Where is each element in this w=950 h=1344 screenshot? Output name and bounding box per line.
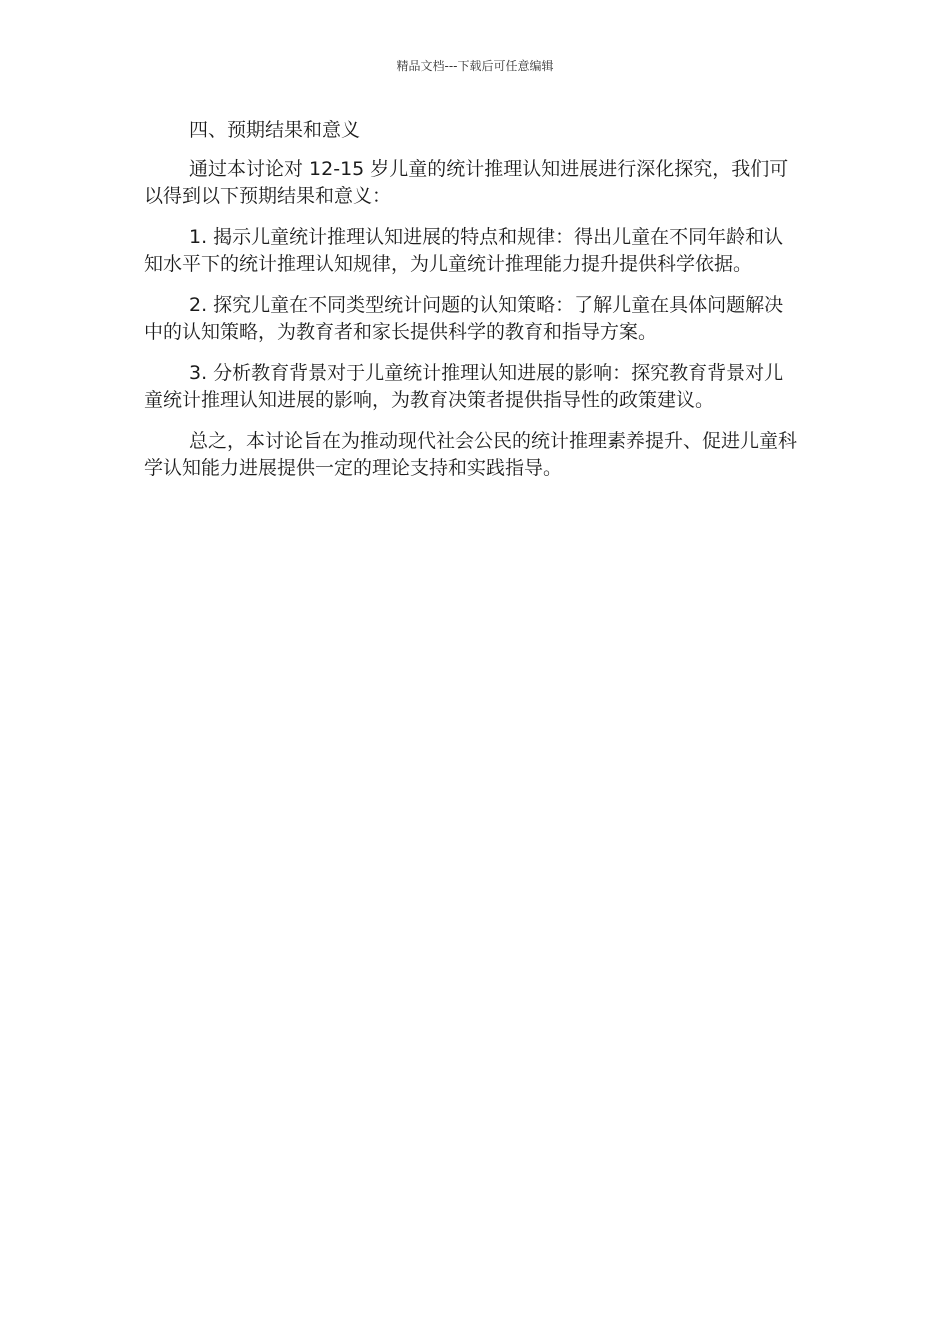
document-body xyxy=(144,117,800,496)
paragraph-result-2: 2. 探究儿童在不同类型统计问题的认知策略：了解儿童在具体问题解决中的认知策略，为教育者和家长提供科学的教育和指导方案。 xyxy=(144,294,784,343)
paragraph-conclusion: 总之，本讨论旨在为推动现代社会公民的统计推理素养提升、促进儿童科学认知能力进展提供一定的理论支持和实践指导。 xyxy=(144,430,798,479)
paragraph-intro: 通过本讨论对 12-15 岁儿童的统计推理认知进展进行深化探究，我们可以得到以下预期结果和意义： xyxy=(144,158,789,207)
paragraph-result-3: 3. 分析教育背景对于儿童统计推理认知进展的影响：探究教育背景对儿童统计推理认知进展的影响，为教育决策者提供指导性的政策建议。 xyxy=(144,362,784,411)
page-header: 精品文档---下载后可任意编辑 xyxy=(396,59,554,73)
section-heading: 四、预期结果和意义 xyxy=(189,119,361,141)
paragraph-result-1: 1. 揭示儿童统计推理认知进展的特点和规律：得出儿童在不同年龄和认知水平下的统计推理认知规律，为儿童统计推理能力提升提供科学依据。 xyxy=(144,226,784,275)
